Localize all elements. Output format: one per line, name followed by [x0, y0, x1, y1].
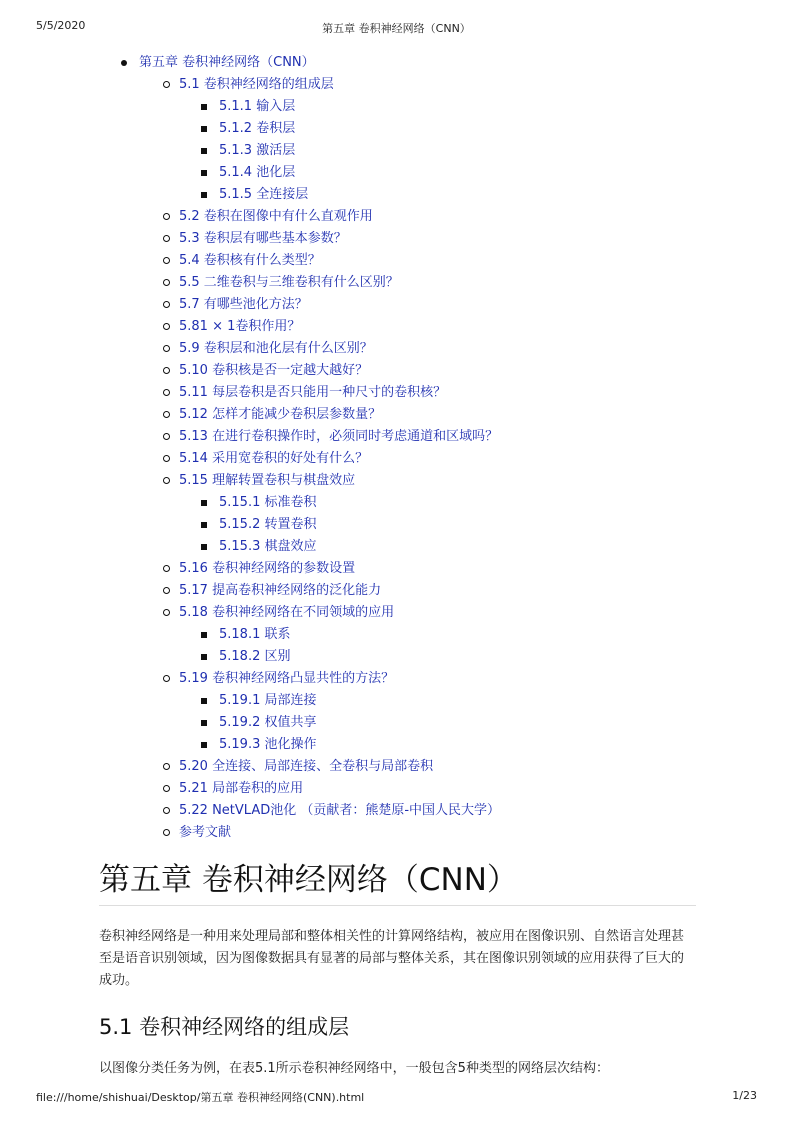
- toc-item: [0, 206, 793, 228]
- circle-bullet: [163, 389, 170, 396]
- toc-link[interactable]: 5.1.2 卷积层: [219, 121, 296, 136]
- toc-link[interactable]: 5.22 NetVLAD池化 （贡献者：熊楚原-中国人民大学）: [179, 803, 501, 818]
- toc-link[interactable]: 5.19 卷积神经网络凸显共性的方法？: [179, 671, 395, 686]
- toc-link[interactable]: 5.81 × 1卷积作用？: [179, 319, 301, 334]
- toc-link[interactable]: 5.19.3 池化操作: [219, 737, 317, 752]
- section-intro-paragraph: 以图像分类任务为例，在表5.1所示卷积神经网络中，一般包含5种类型的网络层次结构：: [99, 1061, 609, 1076]
- toc-link[interactable]: 5.19.1 局部连接: [219, 693, 317, 708]
- toc-item: [0, 822, 793, 844]
- circle-bullet: [163, 433, 170, 440]
- toc-item: [0, 140, 793, 162]
- toc-item: [0, 624, 793, 646]
- toc-item: [0, 800, 793, 822]
- toc-item: [0, 74, 793, 96]
- circle-bullet: [163, 367, 170, 374]
- toc-link[interactable]: 5.15.3 棋盘效应: [219, 539, 317, 554]
- toc-link[interactable]: 5.16 卷积神经网络的参数设置: [179, 561, 356, 576]
- print-footer: [36, 1089, 757, 1105]
- square-bullet: [201, 192, 207, 198]
- circle-bullet: [163, 763, 170, 770]
- toc-item: [0, 580, 793, 602]
- toc-item: [0, 272, 793, 294]
- toc-item: [0, 404, 793, 426]
- toc-link[interactable]: 5.4 卷积核有什么类型？: [179, 253, 321, 268]
- square-bullet: [201, 522, 207, 528]
- toc-item: [0, 712, 793, 734]
- toc-item: [0, 338, 793, 360]
- toc-item: [0, 470, 793, 492]
- toc-link[interactable]: 5.7 有哪些池化方法？: [179, 297, 308, 312]
- print-document-title: 第五章 卷积神经网络（CNN）: [322, 22, 471, 35]
- intro-paragraph: 卷积神经网络是一种用来处理局部和整体相关性的计算网络结构，被应用在图像识别、自然语言处理甚至是语音识别领域，因为图像数据具有显著的局部与整体关系，其在图像识别领域的应用获得了巨大的成功。: [99, 929, 685, 988]
- circle-bullet: [163, 477, 170, 484]
- toc-item: [0, 448, 793, 470]
- square-bullet: [201, 654, 207, 660]
- toc-link[interactable]: 参考文献: [179, 825, 232, 840]
- toc-item: [0, 536, 793, 558]
- toc-item: [0, 184, 793, 206]
- toc-link[interactable]: 5.12 怎样才能减少卷积层参数量？: [179, 407, 382, 422]
- circle-bullet: [163, 279, 170, 286]
- circle-bullet: [163, 785, 170, 792]
- square-bullet: [201, 170, 207, 176]
- square-bullet: [201, 104, 207, 110]
- circle-bullet: [163, 587, 170, 594]
- toc-item: [0, 316, 793, 338]
- circle-bullet: [163, 609, 170, 616]
- page-number: 1/23: [732, 1089, 757, 1102]
- toc-item: [0, 778, 793, 800]
- toc-link[interactable]: 5.1.5 全连接层: [219, 187, 309, 202]
- square-bullet: [201, 698, 207, 704]
- title-divider: [99, 905, 696, 906]
- toc-link[interactable]: 5.18.2 区别: [219, 649, 291, 664]
- toc-link[interactable]: 5.13 在进行卷积操作时，必须同时考虑通道和区域吗？: [179, 429, 499, 444]
- toc-link[interactable]: 5.1.1 输入层: [219, 99, 296, 114]
- toc-link[interactable]: 5.20 全连接、局部连接、全卷积与局部卷积: [179, 759, 434, 774]
- disc-bullet: [121, 60, 127, 66]
- toc-item: [0, 52, 793, 74]
- square-bullet: [201, 126, 207, 132]
- toc-item: [0, 360, 793, 382]
- circle-bullet: [163, 213, 170, 220]
- circle-bullet: [163, 323, 170, 330]
- toc-link[interactable]: 5.1 卷积神经网络的组成层: [179, 77, 334, 92]
- circle-bullet: [163, 301, 170, 308]
- toc-link[interactable]: 5.5 二维卷积与三维卷积有什么区别？: [179, 275, 399, 290]
- toc-item: [0, 558, 793, 580]
- toc-link[interactable]: 5.18.1 联系: [219, 627, 291, 642]
- square-bullet: [201, 720, 207, 726]
- toc-link[interactable]: 5.10 卷积核是否一定越大越好？: [179, 363, 369, 378]
- toc-item: [0, 646, 793, 668]
- toc-link[interactable]: 5.2 卷积在图像中有什么直观作用: [179, 209, 373, 224]
- circle-bullet: [163, 345, 170, 352]
- square-bullet: [201, 742, 207, 748]
- toc-item: [0, 382, 793, 404]
- toc-item: [0, 602, 793, 624]
- circle-bullet: [163, 81, 170, 88]
- toc-item: [0, 668, 793, 690]
- circle-bullet: [163, 411, 170, 418]
- print-header: [36, 19, 757, 35]
- toc-item: [0, 690, 793, 712]
- toc-item: [0, 294, 793, 316]
- circle-bullet: [163, 565, 170, 572]
- circle-bullet: [163, 675, 170, 682]
- toc-link[interactable]: 5.18 卷积神经网络在不同领域的应用: [179, 605, 395, 620]
- toc-link[interactable]: 5.15 理解转置卷积与棋盘效应: [179, 473, 356, 488]
- toc-item: [0, 162, 793, 184]
- square-bullet: [201, 148, 207, 154]
- square-bullet: [201, 632, 207, 638]
- toc-link[interactable]: 5.11 每层卷积是否只能用一种尺寸的卷积核？: [179, 385, 447, 400]
- toc-link[interactable]: 5.1.3 激活层: [219, 143, 296, 158]
- toc-item: [0, 756, 793, 778]
- toc-link[interactable]: 5.19.2 权值共享: [219, 715, 317, 730]
- circle-bullet: [163, 829, 170, 836]
- toc-item: [0, 426, 793, 448]
- toc-item: [0, 228, 793, 250]
- toc-link[interactable]: 5.14 采用宽卷积的好处有什么？: [179, 451, 369, 466]
- toc-item: [0, 734, 793, 756]
- circle-bullet: [163, 235, 170, 242]
- square-bullet: [201, 544, 207, 550]
- toc-link[interactable]: 5.9 卷积层和池化层有什么区别？: [179, 341, 373, 356]
- toc-link[interactable]: 5.17 提高卷积神经网络的泛化能力: [179, 583, 382, 598]
- toc-link[interactable]: 5.21 局部卷积的应用: [179, 781, 304, 796]
- toc-link[interactable]: 5.3 卷积层有哪些基本参数？: [179, 231, 347, 246]
- circle-bullet: [163, 455, 170, 462]
- toc-link[interactable]: 5.15.1 标准卷积: [219, 495, 317, 510]
- toc-item: [0, 492, 793, 514]
- toc-item: [0, 118, 793, 140]
- toc-item: [0, 96, 793, 118]
- toc-link[interactable]: 5.15.2 转置卷积: [219, 517, 317, 532]
- chapter-title: 第五章 卷积神经网络（CNN）: [99, 862, 518, 898]
- toc-item: [0, 250, 793, 272]
- section-title: 5.1 卷积神经网络的组成层: [99, 1015, 350, 1039]
- toc-item: [0, 514, 793, 536]
- circle-bullet: [163, 257, 170, 264]
- toc-link[interactable]: 第五章 卷积神经网络（CNN）: [139, 55, 315, 70]
- print-url: file:///home/shishuai/Desktop/第五章 卷积神经网络(CNN).html: [36, 1091, 365, 1104]
- table-of-contents: [0, 52, 793, 844]
- print-date: 5/5/2020: [36, 19, 86, 32]
- toc-link[interactable]: 5.1.4 池化层: [219, 165, 296, 180]
- circle-bullet: [163, 807, 170, 814]
- square-bullet: [201, 500, 207, 506]
